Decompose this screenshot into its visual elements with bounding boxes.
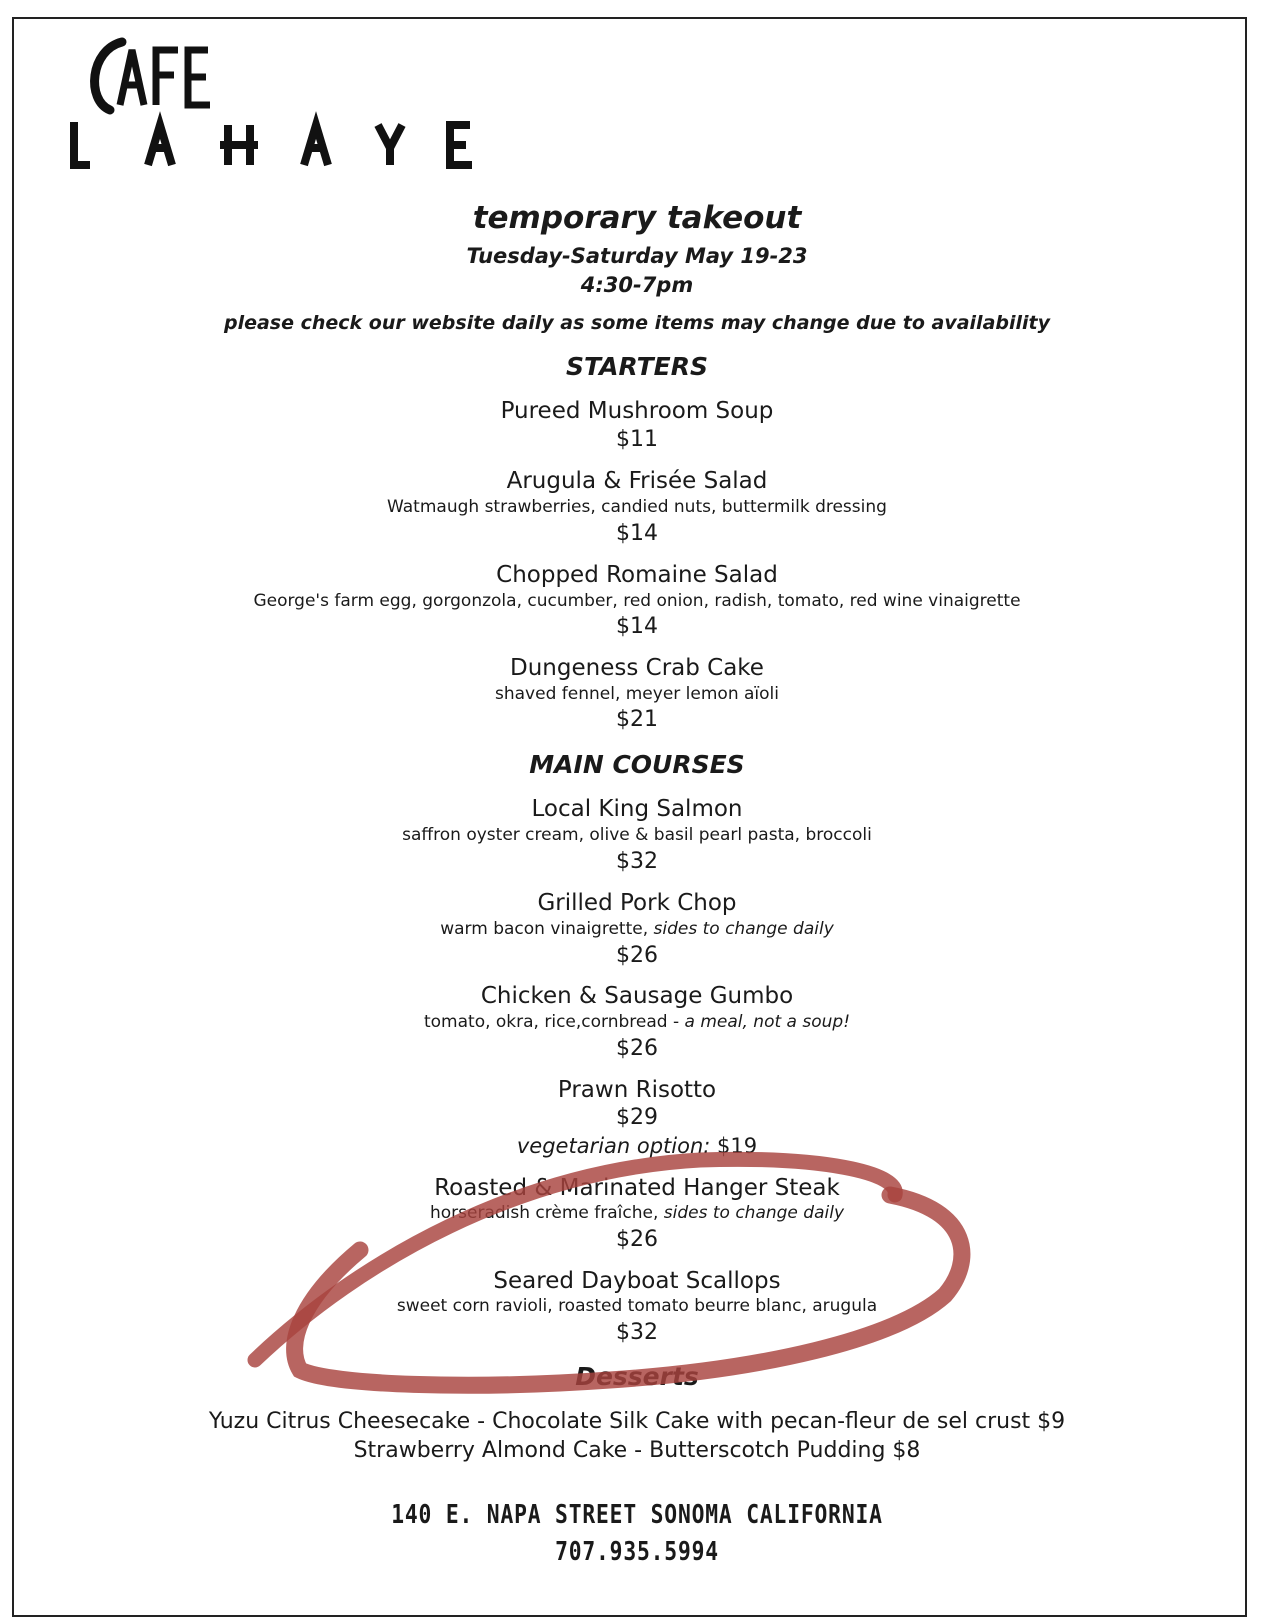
main-desc-text: tomato, okra, rice,cornbread - [423, 1012, 685, 1032]
starter-desc: George's farm egg, gorgonzola, cucumber, red onion, radish, tomato, red wine vinaigrette [253, 591, 1021, 611]
dessert-line: Strawberry Almond Cake - Butterscotch Pudding $8 [353, 1438, 921, 1463]
main-desc-text: horseradish crème fraîche, [429, 1203, 664, 1223]
main-name: Grilled Pork Chop [537, 890, 737, 916]
starter-desc: Watmaugh strawberries, candied nuts, buttermilk dressing [387, 497, 887, 517]
main-desc-note: sides to change daily [663, 1203, 845, 1223]
vegetarian-option [0, 1134, 1274, 1158]
menu-title: temporary takeout [472, 200, 802, 236]
starter-name: Arugula & Frisée Salad [506, 468, 768, 494]
main-desc-note: sides to change daily [653, 919, 834, 939]
date-range: Tuesday-Saturday May 19-23 [466, 244, 808, 268]
starter-name: Dungeness Crab Cake [510, 655, 764, 681]
starter-price: $14 [616, 521, 658, 546]
starter-name: Chopped Romaine Salad [496, 562, 778, 588]
dessert-line: Yuzu Citrus Cheesecake - Chocolate Silk Cake with pecan-fleur de sel crust $9 [208, 1409, 1066, 1434]
phone-number: 707.935.5994 [555, 1537, 719, 1567]
main-price: $26 [616, 1036, 658, 1061]
main-name: Prawn Risotto [557, 1077, 717, 1103]
starter-name: Pureed Mushroom Soup [500, 398, 774, 424]
desserts-heading: Desserts [575, 1362, 699, 1391]
mains-heading: MAIN COURSES [529, 750, 745, 779]
cafe-lahaye-logo [60, 30, 500, 180]
main-desc: sweet corn ravioli, roasted tomato beurre blanc, arugula [396, 1296, 878, 1316]
main-name: Seared Dayboat Scallops [493, 1268, 781, 1294]
starters-heading: STARTERS [566, 352, 708, 381]
starter-price: $11 [616, 427, 658, 452]
main-desc [0, 1012, 1274, 1032]
main-name: Chicken & Sausage Gumbo [480, 983, 794, 1009]
main-price: $29 [616, 1105, 658, 1130]
starter-price: $21 [616, 707, 658, 732]
hours: 4:30-7pm [580, 273, 694, 297]
main-price: $32 [616, 849, 658, 874]
menu-dates [0, 242, 1274, 300]
starter-price: $14 [616, 614, 658, 639]
main-name: Local King Salmon [531, 796, 743, 822]
main-desc: saffron oyster cream, olive & basil pearl pasta, broccoli [402, 825, 872, 845]
main-desc-text: warm bacon vinaigrette, [440, 919, 654, 939]
main-desc [0, 919, 1274, 939]
vegetarian-price: $19 [710, 1134, 758, 1158]
main-price: $26 [616, 943, 658, 968]
main-desc-note: a meal, not a soup! [684, 1012, 851, 1032]
starter-desc: shaved fennel, meyer lemon aïoli [495, 684, 779, 704]
address: 140 E. NAPA STREET SONOMA CALIFORNIA [391, 1500, 883, 1530]
logo-graphic [60, 30, 500, 180]
main-name: Roasted & Marinated Hanger Steak [434, 1175, 840, 1201]
main-price: $32 [616, 1320, 658, 1345]
vegetarian-label: vegetarian option: [516, 1134, 711, 1158]
main-desc [0, 1203, 1274, 1223]
main-price: $26 [616, 1227, 658, 1252]
availability-notice: please check our website daily as some items may change due to availability [223, 312, 1051, 334]
